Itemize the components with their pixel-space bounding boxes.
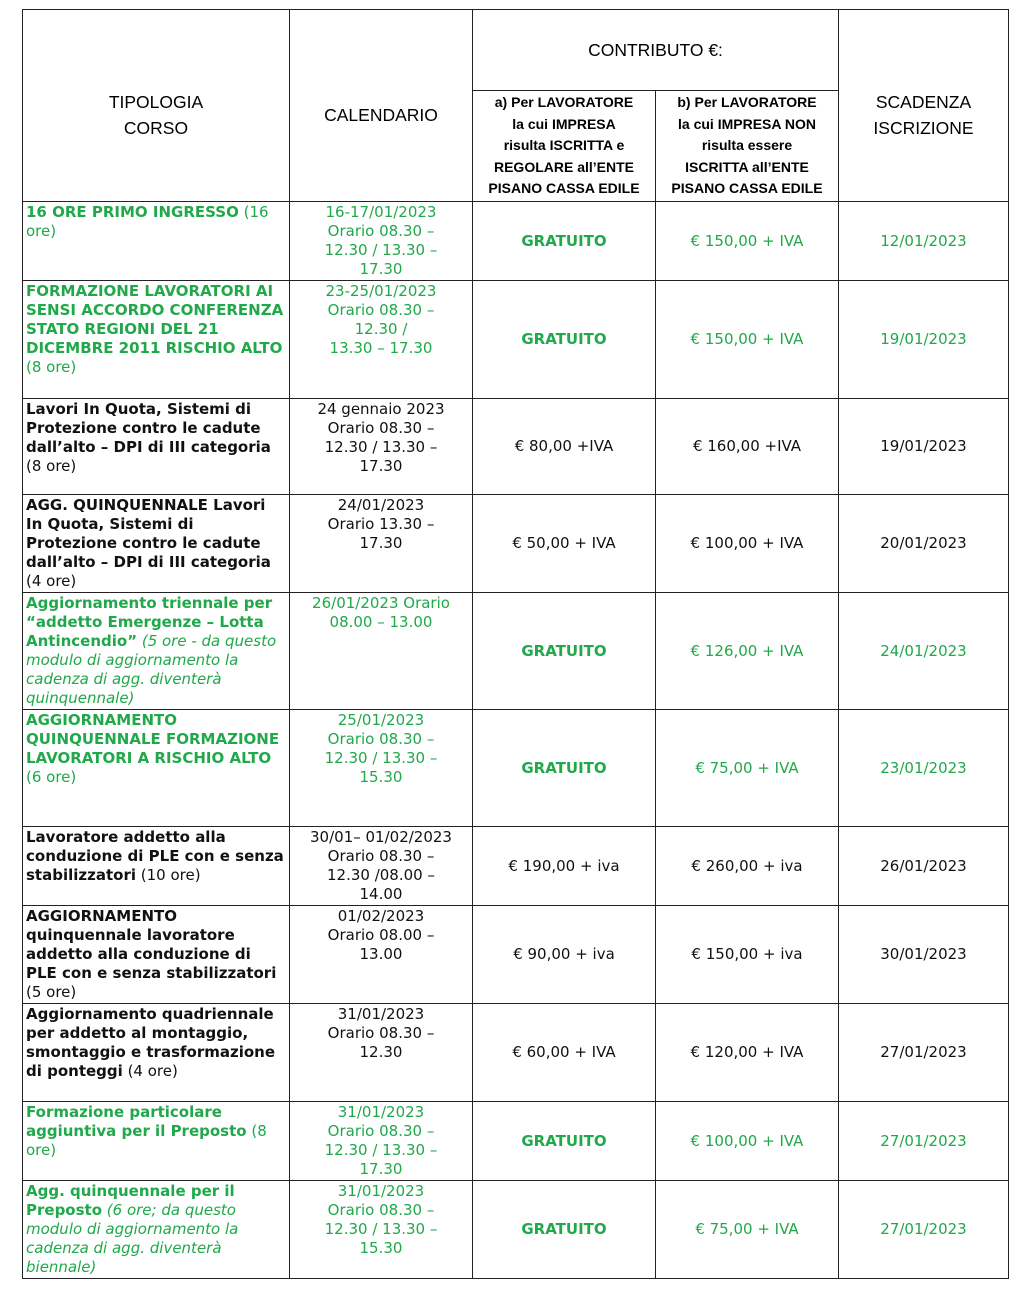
- contribution-a-cell: GRATUITO: [473, 710, 656, 827]
- calendar-cell: 23-25/01/2023 Orario 08.30 – 12.30 / 13.30 – 17.30: [290, 281, 473, 399]
- calendar-cell: 01/02/2023 Orario 08.00 – 13.00: [290, 906, 473, 1004]
- deadline-cell: 27/01/2023: [839, 1102, 1009, 1181]
- course-duration-note: (10 ore): [135, 866, 201, 884]
- course-title: FORMAZIONE LAVORATORI AI SENSI ACCORDO CONFERENZA STATO REGIONI DEL 21 DICEMBRE 2011 RISCHIO ALTO: [26, 282, 284, 357]
- contribution-a-cell: € 90,00 + iva: [473, 906, 656, 1004]
- contribution-b-cell: € 100,00 + IVA: [656, 495, 839, 593]
- course-type-cell: [23, 495, 290, 593]
- calendar-cell: 31/01/2023 Orario 08.30 – 12.30: [290, 1004, 473, 1102]
- course-title: Formazione particolare aggiuntiva per il Preposto: [26, 1103, 247, 1140]
- calendar-cell: 31/01/2023 Orario 08.30 – 12.30 / 13.30 – 17.30: [290, 1102, 473, 1181]
- table-row: [23, 399, 1009, 495]
- contribution-a-cell: GRATUITO: [473, 593, 656, 710]
- contribution-b-cell: € 126,00 + IVA: [656, 593, 839, 710]
- table-row: [23, 906, 1009, 1004]
- header-tipologia-corso: TIPOLOGIA CORSO: [23, 10, 290, 202]
- course-duration-note: (6 ore): [26, 768, 77, 786]
- table-body: [23, 202, 1009, 1279]
- table-row: [23, 1181, 1009, 1279]
- contribution-b-cell: € 75,00 + IVA: [656, 1181, 839, 1279]
- contribution-b-cell: € 160,00 +IVA: [656, 399, 839, 495]
- course-duration-note: (16 ore): [26, 203, 269, 240]
- course-type-cell: [23, 906, 290, 1004]
- contribution-b-cell: € 260,00 + iva: [656, 827, 839, 906]
- contribution-b-cell: € 120,00 + IVA: [656, 1004, 839, 1102]
- header-calendario: CALENDARIO: [290, 10, 473, 202]
- deadline-cell: 20/01/2023: [839, 495, 1009, 593]
- course-duration-note: (8 ore): [26, 457, 77, 475]
- calendar-cell: 16-17/01/2023 Orario 08.30 – 12.30 / 13.30 – 17.30: [290, 202, 473, 281]
- table-row: [23, 1102, 1009, 1181]
- deadline-cell: 26/01/2023: [839, 827, 1009, 906]
- table-row: [23, 202, 1009, 281]
- contribution-b-cell: € 75,00 + IVA: [656, 710, 839, 827]
- deadline-cell: 19/01/2023: [839, 399, 1009, 495]
- table-row: [23, 495, 1009, 593]
- calendar-cell: 24 gennaio 2023 Orario 08.30 – 12.30 / 13.30 – 17.30: [290, 399, 473, 495]
- course-type-cell: [23, 710, 290, 827]
- contribution-a-cell: € 190,00 + iva: [473, 827, 656, 906]
- course-type-cell: [23, 827, 290, 906]
- deadline-cell: 12/01/2023: [839, 202, 1009, 281]
- course-type-cell: [23, 202, 290, 281]
- calendar-cell: 26/01/2023 Orario 08.00 – 13.00: [290, 593, 473, 710]
- contribution-a-cell: GRATUITO: [473, 1102, 656, 1181]
- table-row: [23, 593, 1009, 710]
- table-row: [23, 827, 1009, 906]
- contribution-a-cell: € 80,00 +IVA: [473, 399, 656, 495]
- course-title: Lavoratore addetto alla conduzione di PLE con e senza stabilizzatori: [26, 828, 284, 884]
- contribution-b-cell: € 150,00 + IVA: [656, 202, 839, 281]
- course-title: AGG. QUINQUENNALE Lavori In Quota, Sistemi di Protezione contro le cadute dall’alto – DPI di III categoria: [26, 496, 271, 571]
- contribution-a-cell: GRATUITO: [473, 1181, 656, 1279]
- deadline-cell: 24/01/2023: [839, 593, 1009, 710]
- course-duration-note: (5 ore - da questo modulo di aggiornamento la cadenza di agg. diventerà quinquennale): [26, 632, 277, 707]
- calendar-cell: 25/01/2023 Orario 08.30 – 12.30 / 13.30 – 15.30: [290, 710, 473, 827]
- course-type-cell: [23, 1181, 290, 1279]
- course-title: AGGIORNAMENTO quinquennale lavoratore addetto alla conduzione di PLE con e senza stabilizzatori: [26, 907, 277, 982]
- course-type-cell: [23, 399, 290, 495]
- deadline-cell: 27/01/2023: [839, 1181, 1009, 1279]
- course-duration-note: (8 ore): [26, 358, 77, 376]
- contribution-b-cell: € 150,00 + IVA: [656, 281, 839, 399]
- course-title: Aggiornamento quadriennale per addetto al montaggio, smontaggio e trasformazione di ponteggi: [26, 1005, 276, 1080]
- contribution-b-cell: € 100,00 + IVA: [656, 1102, 839, 1181]
- course-title: Lavori In Quota, Sistemi di Protezione contro le cadute dall’alto – DPI di III categoria: [26, 400, 271, 456]
- table-row: [23, 281, 1009, 399]
- header-contributo-b: b) Per LAVORATORE la cui IMPRESA NON risulta essere ISCRITTA all’ENTE PISANO CASSA EDILE: [656, 91, 839, 202]
- deadline-cell: 19/01/2023: [839, 281, 1009, 399]
- deadline-cell: 23/01/2023: [839, 710, 1009, 827]
- course-title: Aggiornamento triennale per “addetto Emergenze – Lotta Antincendio”: [26, 594, 273, 650]
- contribution-a-cell: € 50,00 + IVA: [473, 495, 656, 593]
- course-type-cell: [23, 1102, 290, 1181]
- calendar-cell: 30/01– 01/02/2023 Orario 08.30 – 12.30 /08.00 – 14.00: [290, 827, 473, 906]
- courses-table: [22, 9, 1009, 1279]
- course-type-cell: [23, 1004, 290, 1102]
- course-duration-note: (8 ore): [26, 1122, 267, 1159]
- table-header: [23, 10, 1009, 202]
- course-title: 16 ORE PRIMO INGRESSO: [26, 203, 239, 221]
- deadline-cell: 30/01/2023: [839, 906, 1009, 1004]
- course-title: AGGIORNAMENTO QUINQUENNALE FORMAZIONE LAVORATORI A RISCHIO ALTO: [26, 711, 280, 767]
- course-duration-note: (5 ore): [26, 983, 77, 1001]
- course-type-cell: [23, 281, 290, 399]
- table-row: [23, 1004, 1009, 1102]
- course-title: Agg. quinquennale per il Preposto: [26, 1182, 235, 1219]
- header-contributo-a: a) Per LAVORATORE la cui IMPRESA risulta ISCRITTA e REGOLARE all’ENTE PISANO CASSA EDILE: [473, 91, 656, 202]
- course-duration-note: (4 ore): [122, 1062, 178, 1080]
- table-row: [23, 710, 1009, 827]
- calendar-cell: 31/01/2023 Orario 08.30 – 12.30 / 13.30 – 15.30: [290, 1181, 473, 1279]
- contribution-b-cell: € 150,00 + iva: [656, 906, 839, 1004]
- calendar-cell: 24/01/2023 Orario 13.30 – 17.30: [290, 495, 473, 593]
- course-type-cell: [23, 593, 290, 710]
- contribution-a-cell: GRATUITO: [473, 202, 656, 281]
- contribution-a-cell: € 60,00 + IVA: [473, 1004, 656, 1102]
- course-duration-note: (6 ore; da questo modulo di aggiornamento la cadenza di agg. diventerà biennale): [26, 1201, 239, 1276]
- course-duration-note: (4 ore): [26, 572, 77, 590]
- header-contributo: CONTRIBUTO €:: [473, 10, 839, 91]
- header-scadenza-iscrizione: SCADENZA ISCRIZIONE: [839, 10, 1009, 202]
- deadline-cell: 27/01/2023: [839, 1004, 1009, 1102]
- contribution-a-cell: GRATUITO: [473, 281, 656, 399]
